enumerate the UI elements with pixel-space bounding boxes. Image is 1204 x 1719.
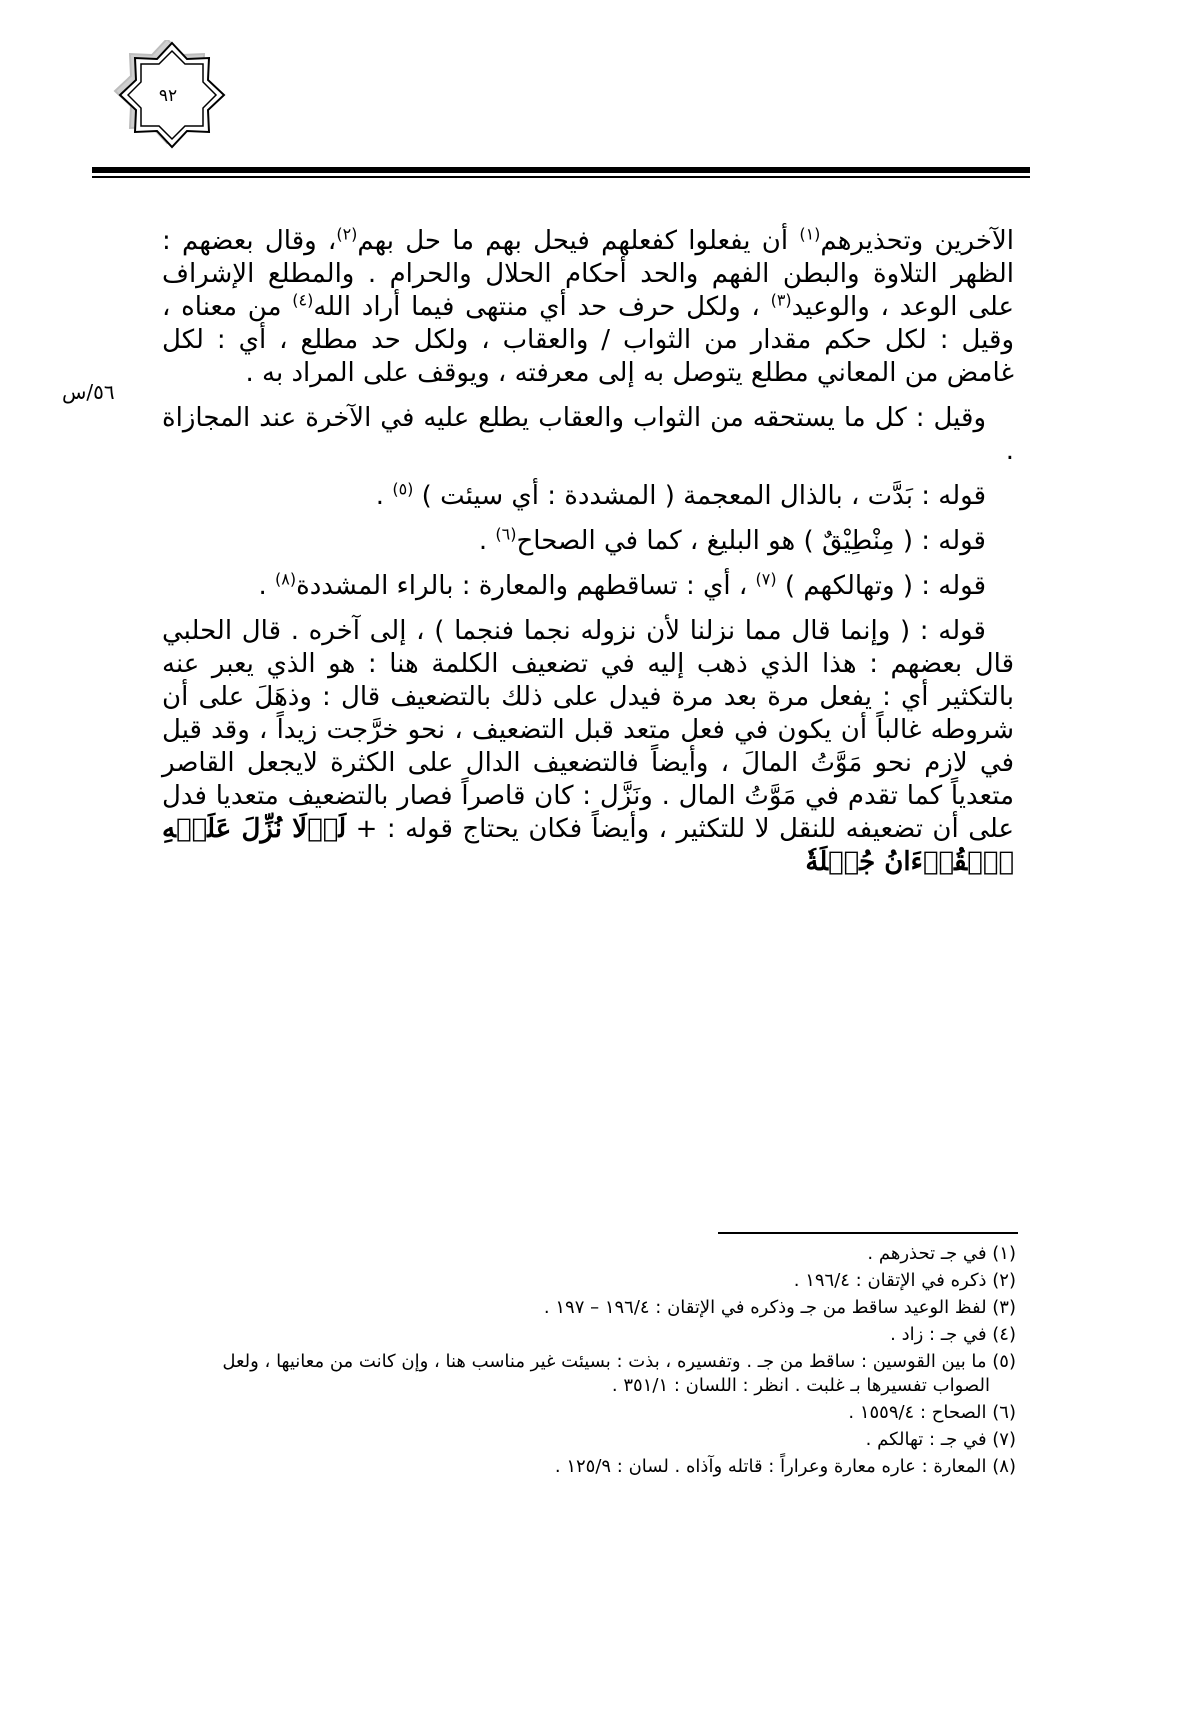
footnote-ref: (٣)	[770, 290, 792, 310]
paragraph-2	[162, 402, 1014, 468]
quran-verse: لَوۡلَا نُزِّلَ عَلَيۡهِ ٱلۡقُرۡءَانُ جُمۡلَةٗ	[162, 814, 1014, 877]
footnote-ref: (٨)	[274, 569, 297, 589]
footnote-8: (٨) المعارة : عاره معارة وعراراً : قاتله وآذاه . لسان : ١٢٥/٩ .	[554, 1456, 1016, 1477]
footnote-ref: (٦)	[495, 524, 517, 544]
margin-note: ٥٦/س	[62, 380, 115, 404]
main-text	[162, 225, 1014, 891]
text-run: قوله : بَدَّت ، بالذال المعجمة ( المشددة : أي سيئت )	[413, 481, 986, 511]
footnote-separator	[718, 1232, 1018, 1234]
page-number: ٩٢	[158, 86, 178, 106]
text-run: ، أي : تساقطهم والمعارة : بالراء المشددة	[296, 571, 756, 601]
text-run: قوله : ( وإنما قال مما نزلنا لأن نزوله نجما فنجما ) ، إلى آخره . قال الحلبي قال بعضهم : هذا الذي ذهب إليه في تضعيف الكلمة هنا : هو الذي يعبر عنه بالتكثير أي : يفعل مرة بعد مرة فيدل على ذلك بالتضعيف قال : وذهَلَ على أن شروطه غالباً أن يكون في فعل متعد قبل التضعيف ، نحو خرَّجت زيداً ، وقد قيل في لازم نحو مَوَّتُ المالَ ، وأيضاً فالتضعيف الدال على الكثرة لايجعل القاصر متعدياً كما تقدم في مَوَّتُ المال . ونَزَّل : كان قاصراً فصار بالتضعيف متعديا فدل على أن تضعيفه للنقل لا للتكثير ، وأيضاً فكان يحتاج قوله : +	[162, 616, 1014, 844]
text-run: الآخرين وتحذيرهم	[820, 226, 1014, 256]
footnote-6: (٦) الصحاح : ١٥٥٩/٤ .	[848, 1402, 1016, 1423]
footnote-ref: (١)	[799, 224, 821, 244]
text-run: .	[375, 481, 393, 511]
paragraph-6	[162, 615, 1014, 879]
footnote-3: (٣) لفظ الوعيد ساقط من جـ وذكره في الإتقان : ١٩٦/٤ – ١٩٧ .	[543, 1297, 1016, 1318]
footnotes	[160, 1242, 1016, 1482]
text-run: ، وقال بعضهم : الظهر التلاوة والبطن الفهم والحد أحكام الحلال والحرام . والمطلع الإشراف على الوعد ، والوعيد	[162, 226, 1014, 322]
footnote-7: (٧) في جـ : تهالكم .	[865, 1429, 1016, 1450]
footnote-ref: (٥)	[392, 479, 414, 499]
footnote-ref: (٧)	[755, 569, 777, 589]
footnote-1: (١) في جـ تحذرهم .	[867, 1243, 1016, 1264]
paragraph-3	[162, 480, 1014, 513]
paragraph-1	[162, 225, 1014, 390]
text-run: قوله : ( وتهالكهم )	[776, 571, 986, 601]
footnote-ref: (٢)	[336, 224, 358, 244]
footnote-4: (٤) في جـ : زاد .	[890, 1324, 1016, 1345]
text-run: قوله : ( مِنْطِيْقٌ ) هو البليغ ، كما في الصحاح	[516, 526, 986, 556]
header-rule	[92, 167, 1030, 179]
text-run: .	[478, 526, 496, 556]
footnote-ref: (٤)	[292, 290, 314, 310]
paragraph-4	[162, 525, 1014, 558]
text-run: .	[258, 571, 275, 601]
text-run: وقيل : كل ما يستحقه من الثواب والعقاب يطلع عليه في الآخرة عند المجازاة .	[162, 403, 1014, 466]
text-run: أن يفعلوا كفعلهم فيحل بهم ما حل بهم	[357, 226, 800, 256]
text-run: من معناه ، وقيل : لكل حكم مقدار من الثواب / والعقاب ، ولكل حد مطلع ، أي : لكل غامض من المعاني مطلع يتوصل به إلى معرفته ، ويوقف على المراد به .	[162, 292, 1014, 388]
footnote-2: (٢) ذكره في الإتقان : ١٩٦/٤ .	[793, 1270, 1016, 1291]
text-run: ، ولكل حرف حد أي منتهى فيما أراد الله	[313, 292, 771, 322]
footnote-5: (٥) ما بين القوسين : ساقط من جـ . وتفسيره ، بذت : بسيئت غير مناسب هنا ، وإن كانت من معانيها ، ولعل الصواب تفسيرها بـ غلبت . انظر : اللسان : ٣٥١/١ .	[222, 1351, 1016, 1396]
paragraph-5	[162, 570, 1014, 603]
